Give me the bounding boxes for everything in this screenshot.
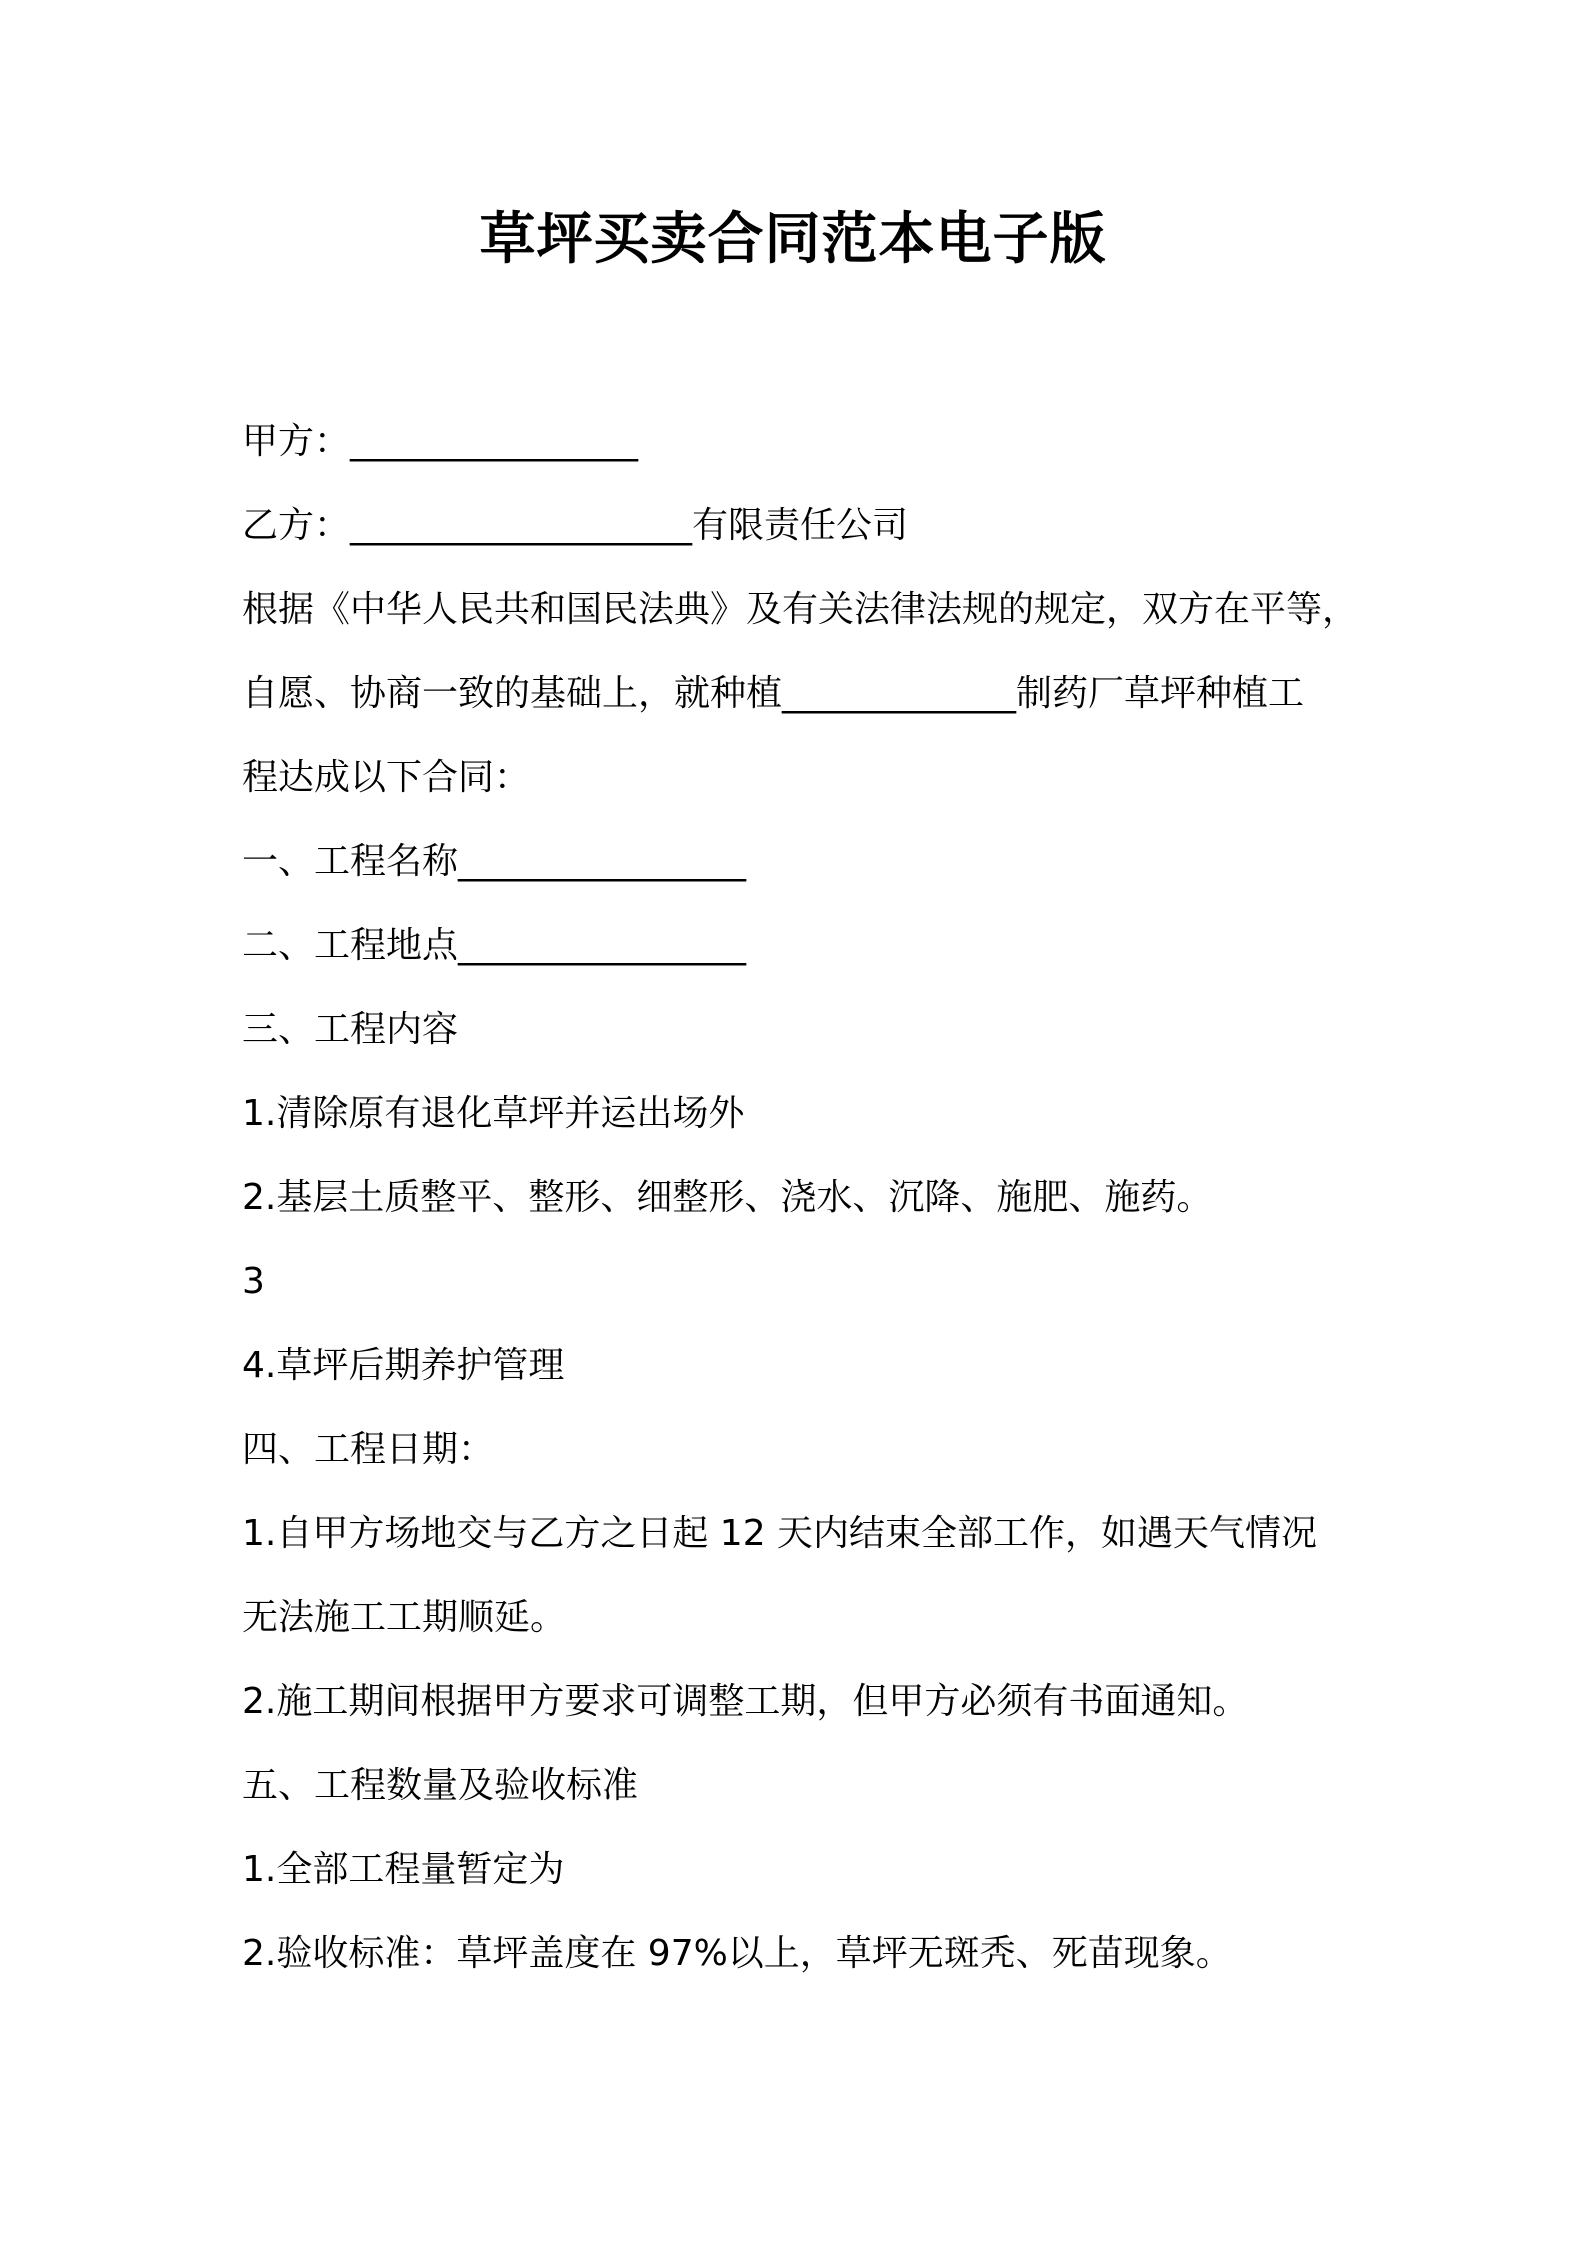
preamble-line-1: 根据《中华人民共和国民法典》及有关法律法规的规定，双方在平等， — [242, 589, 1359, 630]
party-a-line: 甲方：________________ — [242, 421, 639, 462]
content-item-1: 1.清除原有退化草坪并运出场外 — [242, 1093, 745, 1134]
document-title: 草坪买卖合同范本电子版 — [479, 207, 1107, 272]
section-project-name: 一、工程名称________________ — [242, 841, 747, 882]
preamble-line-2: 自愿、协商一致的基础上，就种植_____________制药厂草坪种植工 — [242, 673, 1305, 714]
document-body — [242, 400, 1372, 1996]
dates-item-2: 2.施工期间根据甲方要求可调整工期，但甲方必须有书面通知。 — [242, 1681, 1249, 1722]
section-quantity-acceptance: 五、工程数量及验收标准 — [242, 1765, 639, 1806]
section-project-location: 二、工程地点________________ — [242, 925, 747, 966]
dates-item-1-line-2: 无法施工工期顺延。 — [242, 1597, 567, 1638]
section-project-dates: 四、工程日期： — [242, 1429, 495, 1470]
dates-item-1-line-1: 1.自甲方场地交与乙方之日起 12 天内结束全部工作，如遇天气情况 — [242, 1513, 1318, 1554]
acceptance-item-2: 2.验收标准：草坪盖度在 97%以上，草坪无斑秃、死苗现象。 — [242, 1933, 1232, 1974]
quantity-item-1: 1.全部工程量暂定为 — [242, 1849, 565, 1890]
content-item-3: 3 — [242, 1261, 265, 1302]
preamble-line-3: 程达成以下合同： — [242, 757, 531, 798]
content-item-4: 4.草坪后期养护管理 — [242, 1345, 565, 1386]
content-item-2: 2.基层土质整平、整形、细整形、浇水、沉降、施肥、施药。 — [242, 1177, 1213, 1218]
section-project-content: 三、工程内容 — [242, 1009, 459, 1050]
party-b-line: 乙方：___________________有限责任公司 — [242, 505, 909, 546]
